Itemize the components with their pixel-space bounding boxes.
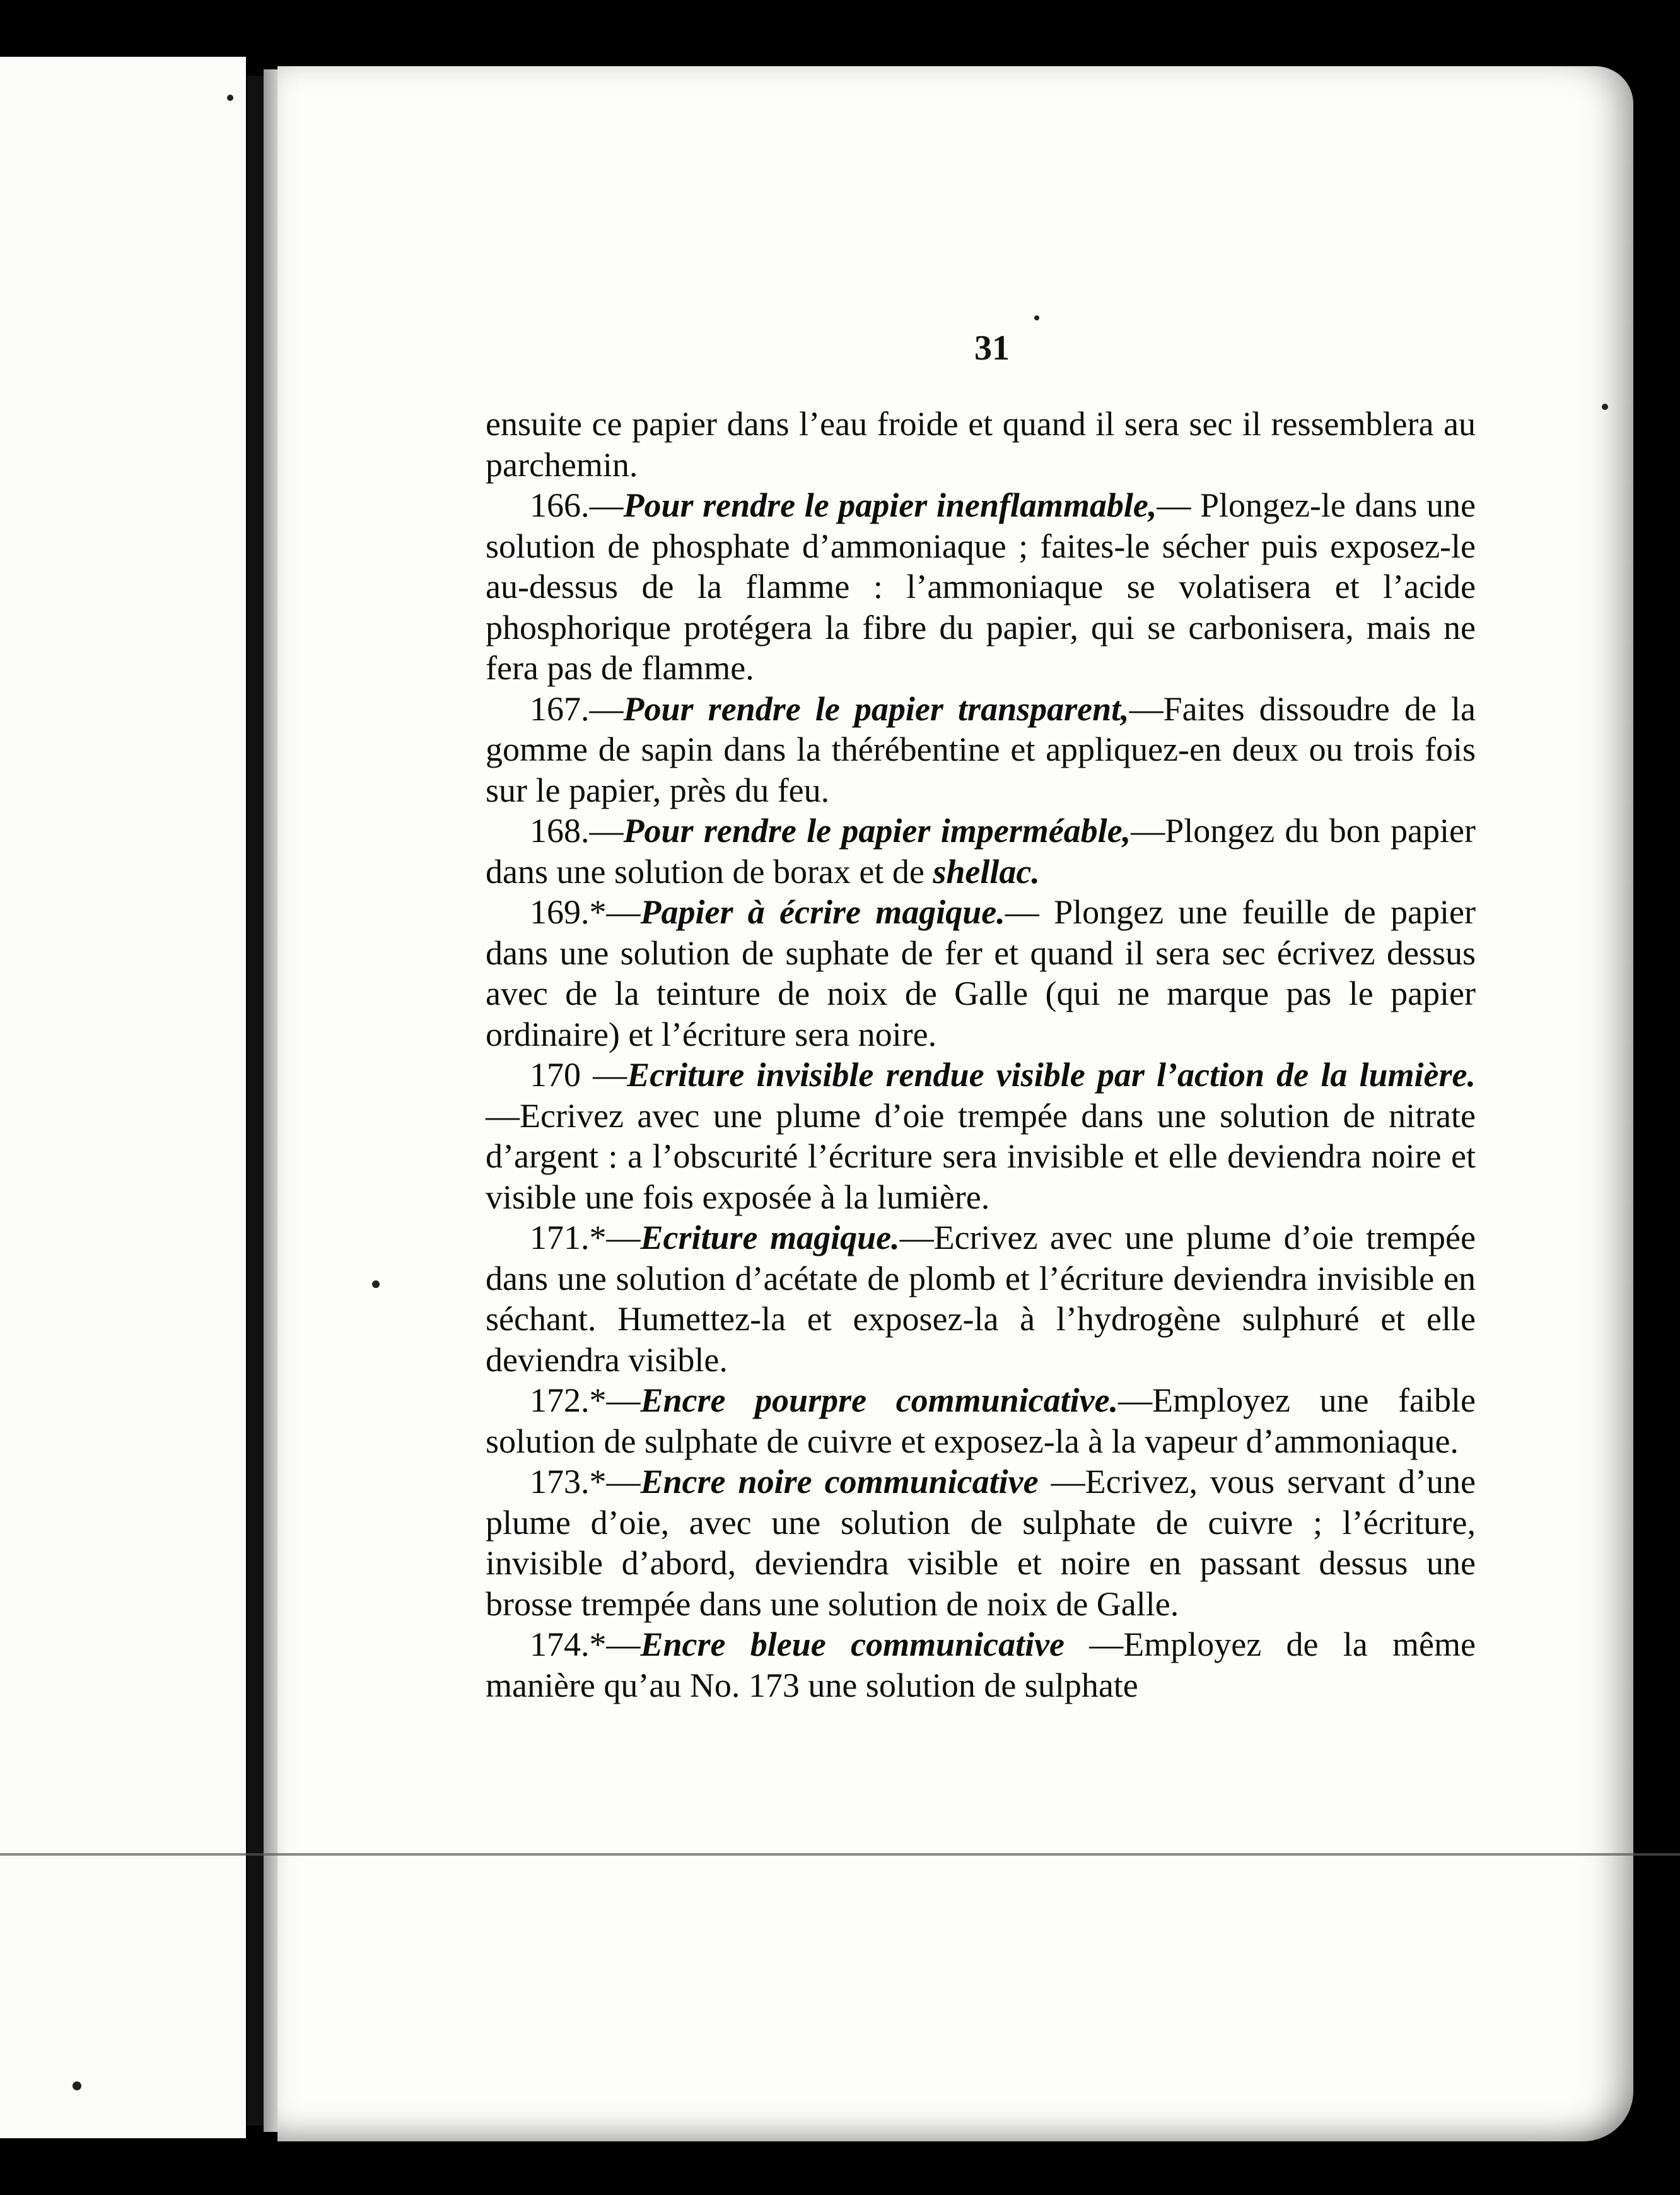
scan-fold-line	[0, 1853, 1680, 1856]
paragraph-168	[486, 811, 1476, 892]
paragraph-171	[486, 1217, 1476, 1380]
ink-speck	[73, 2081, 81, 2090]
item-number: 169.*—	[530, 893, 641, 931]
paragraph-169	[486, 892, 1476, 1055]
item-title: Pour rendre le papier inenflammable,	[623, 486, 1157, 524]
facing-page-edge	[0, 57, 246, 2138]
paragraph-body: —Ecrivez avec une plume d’oie trempée dans une solution de nitrate d’argent : a l’obscurité l’écriture sera invisible et elle deviendra noire et visible une fois exposée à la lumière.	[486, 1096, 1476, 1216]
item-number: 166.—	[530, 486, 624, 524]
paragraph-body: —Plongez du bon papier dans une solution de borax et de	[486, 812, 1476, 891]
item-title: Ecriture magique.	[640, 1219, 900, 1256]
item-number: 171.*—	[530, 1219, 641, 1256]
item-title: Papier à écrire magique.	[640, 893, 1005, 931]
item-number: 173.*—	[530, 1463, 641, 1501]
item-number: 170 —	[530, 1056, 627, 1094]
ink-speck	[1602, 404, 1608, 410]
item-number: 167.—	[530, 689, 624, 728]
item-title: Ecriture invisible rendue visible par l’action de la lumière.	[627, 1056, 1476, 1094]
ink-speck	[372, 1280, 380, 1288]
page-number: 31	[974, 329, 1010, 368]
paragraph-173	[486, 1461, 1476, 1624]
item-title: Encre bleue communicative	[640, 1625, 1065, 1663]
item-title: Pour rendre le papier imperméable,	[623, 812, 1131, 850]
paragraph-172	[486, 1380, 1476, 1461]
paragraph-body: —Faites dissoudre de la gomme de sapin dans la thérébentine et appliquez-en deux ou trois fois sur le papier, près du feu.	[486, 689, 1476, 809]
paragraph-body: — Plongez-le dans une solution de phosphate d’ammoniaque ; faites-le sécher puis exposez-le au-dessus de la flamme : l’ammoniaque se volatisera et l’acide phosphorique protégera la fibre du papier, qui se carbonisera, mais ne fera pas de flamme.	[486, 486, 1476, 687]
paragraph-167	[486, 689, 1476, 811]
item-number: 168.—	[530, 812, 624, 850]
paragraph-body: —Ecrivez avec une plume d’oie trempée dans une solution d’acétate de plomb et l’écriture deviendra invisible en séchant. Humettez-la et exposez-la à l’hydrogène sulphuré et elle deviendra visible.	[486, 1219, 1476, 1379]
paragraph-body: —Employez de la même manière qu’au No. 173 une solution de sulphate	[486, 1625, 1476, 1704]
paragraph-170	[486, 1055, 1476, 1217]
ink-speck	[1034, 315, 1039, 320]
paragraph-body: — Plongez une feuille de papier dans une solution de suphate de fer et quand il sera sec écrivez dessus avec de la teinture de noix de Galle (qui ne marque pas le papier ordinaire) et l’écriture sera noire.	[486, 893, 1476, 1053]
item-title: Encre pourpre communicative.	[640, 1381, 1119, 1419]
ink-speck	[227, 95, 233, 101]
paragraph-166	[486, 485, 1476, 689]
paragraph-body: —Ecrivez, vous servant d’une plume d’oie, avec une solution de sulphate de cuivre ; l’écriture, invisible d’abord, deviendra visible et noire en passant dessus une brosse trempée dans une solution de noix de Galle.	[486, 1463, 1476, 1623]
item-number: 172.*—	[530, 1381, 641, 1419]
item-title: Pour rendre le papier transparent,	[623, 689, 1129, 728]
book-gutter	[247, 76, 264, 2126]
paragraph-body: —Employez une faible solution de sulphate de cuivre et exposez-la à la vapeur d’ammoniaque.	[486, 1381, 1476, 1460]
body-text	[486, 404, 1476, 1706]
paragraph-body: ensuite ce papier dans l’eau froide et quand il sera sec il ressemblera au parchemin.	[486, 405, 1476, 484]
item-title: Encre noire communicative	[640, 1463, 1039, 1501]
paragraph-continuation	[486, 404, 1476, 485]
item-number: 174.*—	[530, 1625, 641, 1663]
paragraph-174	[486, 1624, 1476, 1706]
italic-term: shellac.	[933, 852, 1040, 891]
